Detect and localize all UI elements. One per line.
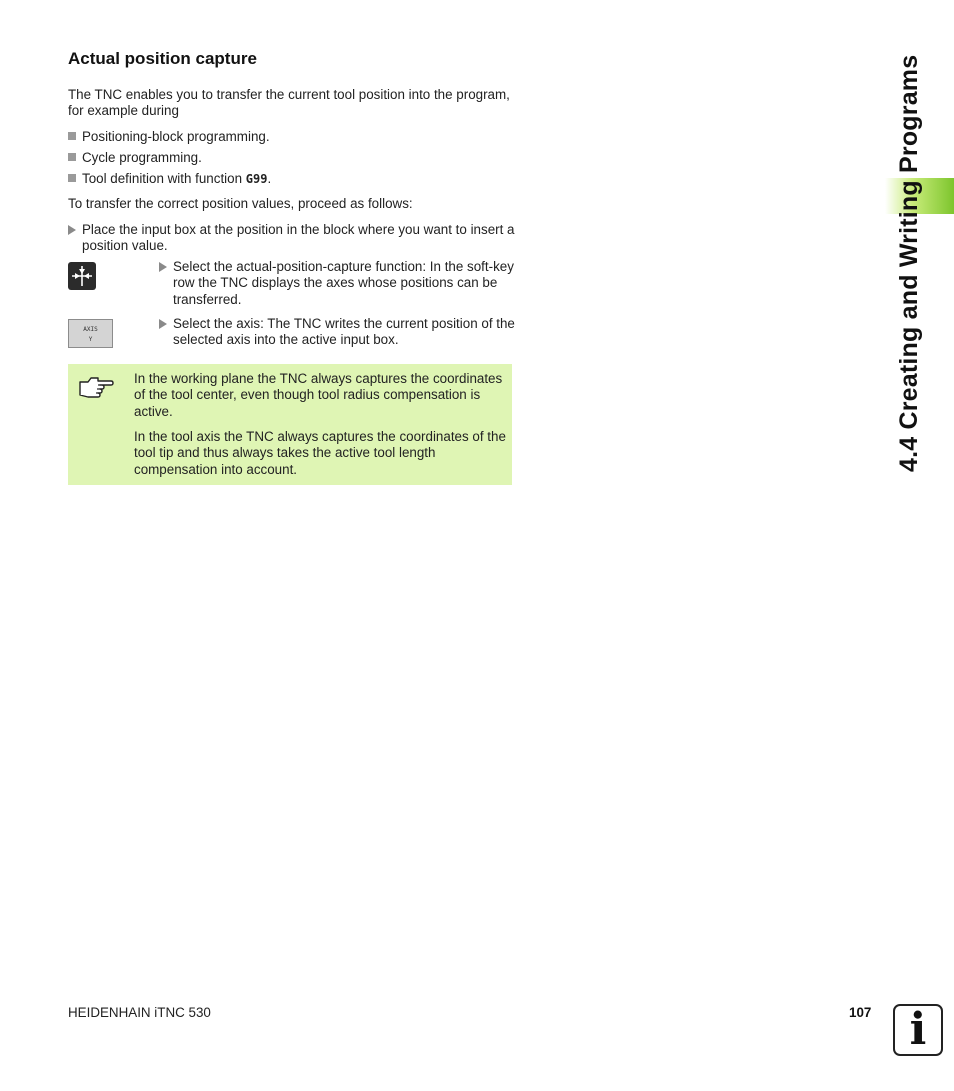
actual-position-capture-key-icon[interactable] xyxy=(68,262,96,290)
bullet-square-icon xyxy=(68,132,76,140)
proceed-paragraph: To transfer the correct position values, proceed as follows: xyxy=(68,196,413,211)
bullet-square-icon xyxy=(68,153,76,161)
chapter-title: 4.4 Creating and Writing Programs xyxy=(895,54,923,472)
intro-paragraph: The TNC enables you to transfer the current tool position into the program, for example during xyxy=(68,87,510,119)
section-heading: Actual position capture xyxy=(68,49,257,68)
bullet-square-icon xyxy=(68,174,76,182)
step-place-input: Place the input box at the position in the block where you want to insert a position value. xyxy=(68,222,522,255)
list-item: Tool definition with function G99. xyxy=(68,171,518,187)
step-arrow-icon xyxy=(159,319,167,329)
note-box xyxy=(68,364,512,485)
axis-y-softkey[interactable]: AXIS Y xyxy=(68,319,113,348)
list-item: Cycle programming. xyxy=(68,150,518,166)
list-item: Positioning-block programming. xyxy=(68,129,518,145)
function-code: G99 xyxy=(245,172,268,186)
step-arrow-icon xyxy=(68,225,76,235)
step-select-axis: Select the axis: The TNC writes the current position of the selected axis into the active input box. xyxy=(159,316,529,349)
step-arrow-icon xyxy=(159,262,167,272)
note-paragraph: In the working plane the TNC always captures the coordinates of the tool center, even though tool radius compensation is active. xyxy=(134,371,503,419)
pointing-hand-icon xyxy=(78,374,114,405)
info-icon: i xyxy=(893,1004,943,1056)
footer-product: HEIDENHAIN iTNC 530 xyxy=(68,1005,211,1020)
step-select-capture: Select the actual-position-capture function: In the soft-key row the TNC displays the axes whose positions can be transferred. xyxy=(159,259,529,308)
page-number: 107 xyxy=(849,1005,872,1020)
note-paragraph: In the tool axis the TNC always captures the coordinates of the tool tip and thus always takes the active tool length compensation into account. xyxy=(134,429,506,477)
